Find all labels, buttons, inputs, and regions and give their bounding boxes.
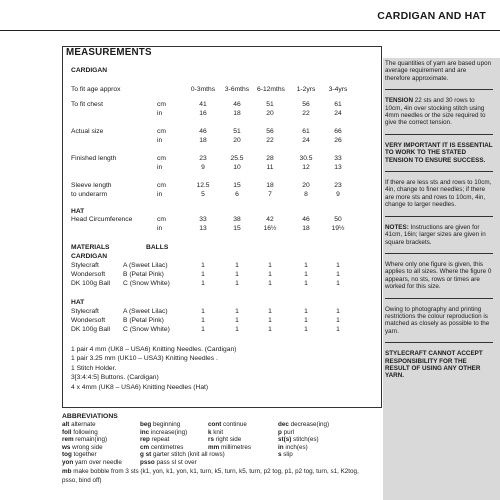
measurement-cm-value: 51: [266, 101, 274, 108]
measurement-in-value: 15: [233, 225, 241, 232]
unit-cm: cm: [157, 182, 166, 189]
ball-count: 1: [336, 271, 340, 278]
abbreviation-item: rs right side: [208, 436, 242, 443]
sidebar-divider: [385, 134, 493, 135]
materials-hat-heading: HAT: [71, 299, 85, 306]
measurement-in-value: 18: [302, 225, 310, 232]
materials-note: 1 pair 3.25 mm (UK10 – USA3) Knitting Needles .: [71, 355, 218, 363]
measurement-in-value: 19½: [331, 225, 345, 232]
yarn-brand: DK 100g Ball: [71, 280, 111, 287]
age-column-header: 3-6mths: [224, 86, 250, 93]
ball-count: 1: [201, 271, 205, 278]
abbreviation-item: inc increase(ing): [140, 428, 188, 436]
abbreviation-item: beg beginning: [140, 421, 181, 428]
sidebar-notes: [385, 60, 493, 387]
abbreviation-row: [62, 451, 380, 459]
abbreviation-item: tog together: [62, 451, 97, 458]
size-notes: NOTES: Instructions are given for 41cm, 16in; larger sizes are given in square brackets.: [385, 223, 486, 246]
measurement-cm-value: 50: [334, 216, 342, 223]
yarn-shade: A (Sweet Lilac): [123, 262, 168, 269]
materials-cardigan-heading: CARDIGAN: [71, 253, 108, 260]
yarn-shade: C (Snow White): [123, 326, 170, 333]
abbreviation-item: mm millimetres: [208, 443, 252, 451]
page-header-title: CARDIGAN AND HAT: [377, 10, 486, 22]
ball-count: 1: [304, 308, 308, 315]
unit-in: in: [157, 225, 163, 232]
measurement-cm-value: 61: [334, 101, 342, 108]
measurement-in-value: 22: [266, 137, 274, 144]
measurement-label: Actual size: [71, 128, 104, 135]
sidebar-divider: [385, 342, 493, 343]
yarn-shade: C (Snow White): [123, 280, 170, 287]
ball-count: 1: [336, 308, 340, 315]
age-column-header: 0-3mths: [190, 86, 216, 93]
measurement-in-value: 8: [304, 191, 308, 198]
abbreviation-item: ws wrong side: [62, 443, 103, 451]
measurement-in-value: 26: [334, 137, 342, 144]
yarn-brand: Stylecraft: [71, 262, 99, 269]
measurement-in-value: 12: [302, 164, 310, 171]
measurement-cm-value: 46: [233, 101, 241, 108]
ball-count: 1: [235, 326, 239, 333]
measurement-label: Finished length: [71, 155, 117, 162]
measurement-in-value: 20: [266, 110, 274, 117]
measurement-label: to underarm: [71, 191, 108, 198]
disclaimer-note: STYLECRAFT CANNOT ACCEPT RESPONSIBILITY FOR THE RESULT OF USING ANY OTHER YARN.: [385, 350, 483, 380]
measurement-cm-value: 33: [199, 216, 207, 223]
materials-note: 1 Stitch Holder.: [71, 364, 117, 372]
measurement-label: Sleeve length: [71, 182, 112, 189]
ball-count: 1: [235, 317, 239, 324]
abbreviation-item: alt alternate: [62, 421, 96, 428]
ball-count: 1: [235, 262, 239, 269]
unit-cm: cm: [157, 216, 166, 223]
measurement-cm-value: 28: [266, 155, 274, 162]
yarn-shade: B (Petal Pink): [123, 317, 164, 324]
abbreviation-item: rem remain(ing): [62, 436, 108, 443]
measurement-cm-value: 42: [266, 216, 274, 223]
abbreviations-section: [62, 413, 380, 466]
ball-count: 1: [235, 271, 239, 278]
yarn-brand: DK 100g Ball: [71, 326, 111, 333]
abbreviation-item: cont continue: [208, 421, 247, 428]
ball-count: 1: [304, 262, 308, 269]
ball-count: 1: [304, 271, 308, 278]
measurement-cm-value: 25.5: [230, 155, 244, 162]
abbreviation-item: foll following: [62, 428, 98, 436]
abbreviation-item: g st garter stitch (knit all rows): [140, 451, 225, 458]
materials-note: 4 x 4mm (UK8 – USA6) Knitting Needles (Hat): [71, 383, 209, 391]
measurement-cm-value: 12.5: [196, 182, 210, 189]
measurement-cm-value: 38: [233, 216, 241, 223]
unit-cm: cm: [157, 128, 166, 135]
measurement-in-value: 18: [233, 110, 241, 117]
abbreviation-item: k knit: [208, 428, 224, 436]
measurement-cm-value: 41: [199, 101, 207, 108]
balls-heading: BALLS: [146, 244, 169, 251]
ball-count: 1: [201, 317, 205, 324]
abbreviation-item: in inch(es): [278, 443, 308, 451]
unit-in: in: [157, 110, 163, 117]
measurement-label: Head Circumference: [71, 216, 133, 223]
abbreviation-row: [62, 421, 380, 429]
measurement-cm-value: 46: [302, 216, 310, 223]
ball-count: 1: [268, 326, 272, 333]
ball-count: 1: [268, 262, 272, 269]
cardigan-heading: CARDIGAN: [71, 67, 108, 74]
measurement-cm-value: 46: [199, 128, 207, 135]
measurement-cm-value: 18: [266, 182, 274, 189]
yarn-brand: Stylecraft: [71, 308, 99, 315]
materials-note: 3[3:4:4:5] Buttons. (Cardigan): [71, 374, 159, 382]
measurement-in-value: 16: [199, 110, 207, 117]
measurement-cm-value: 20: [302, 182, 310, 189]
abbreviation-item: p purl: [278, 428, 295, 436]
ball-count: 1: [336, 317, 340, 324]
hat-heading: HAT: [71, 208, 85, 215]
measurement-in-value: 13: [199, 225, 207, 232]
ball-count: 1: [268, 271, 272, 278]
measurement-cm-value: 30.5: [299, 155, 313, 162]
tension-note: TENSION 22 sts and 30 rows to 10cm, 4in over stocking stitch using 4mm needles or the size required to give the correct tension.: [385, 97, 486, 127]
abbreviation-row: [62, 429, 380, 437]
ball-count: 1: [336, 326, 340, 333]
measurement-cm-value: 51: [233, 128, 241, 135]
unit-cm: cm: [157, 155, 166, 162]
measurements-title: MEASUREMENTS: [66, 47, 152, 58]
abbreviations-list: [62, 421, 380, 466]
ball-count: 1: [201, 326, 205, 333]
ball-count: 1: [304, 326, 308, 333]
abbreviation-row: [62, 444, 380, 452]
sidebar-divider: [385, 298, 493, 299]
abbreviation-item: st(s) stitch(es): [278, 436, 319, 443]
ball-count: 1: [304, 317, 308, 324]
measurement-cm-value: 33: [334, 155, 342, 162]
measurement-in-value: 10: [233, 164, 241, 171]
ball-count: 1: [268, 308, 272, 315]
measurement-in-value: 13: [334, 164, 342, 171]
sidebar-divider: [385, 171, 493, 172]
materials-heading: MATERIALS: [71, 244, 110, 251]
abbreviation-item: psso pass sl st over: [140, 458, 197, 466]
unit-in: in: [157, 137, 163, 144]
ball-count: 1: [268, 280, 272, 287]
measurement-in-value: 24: [334, 110, 342, 117]
ball-count: 1: [201, 280, 205, 287]
measurement-in-value: 11: [266, 164, 274, 171]
measurement-cm-value: 61: [302, 128, 310, 135]
measurement-label: To fit chest: [71, 101, 103, 108]
abbreviation-row: [62, 459, 380, 467]
sidebar-divider: [385, 89, 493, 90]
ball-count: 1: [336, 280, 340, 287]
abbreviation-row: [62, 436, 380, 444]
abbreviation-item: yon yarn over needle: [62, 458, 122, 466]
header-divider: [0, 30, 500, 31]
measurement-in-value: 20: [233, 137, 241, 144]
sidebar-divider: [385, 253, 493, 254]
unit-cm: cm: [157, 101, 166, 108]
yarn-shade: B (Petal Pink): [123, 271, 164, 278]
abbreviation-item: dec decrease(ing): [278, 421, 330, 428]
bobble-note: mb make bobble from 3 sts (k1, yon, k1, yon, k1, turn, k5, turn, k5, turn, p2 tog, p1, p2 tog, turn, s1, K2tog, psso, bind off): [62, 468, 359, 484]
sidebar-divider: [385, 216, 493, 217]
yarn-brand: Wondersoft: [71, 271, 106, 278]
measurement-in-value: 7: [268, 191, 272, 198]
ball-count: 1: [201, 262, 205, 269]
unit-in: in: [157, 164, 163, 171]
materials-note: 1 pair 4 mm (UK8 – USA6) Knitting Needles. (Cardigan): [71, 346, 237, 353]
photo-note: Owing to photography and printing restrictions the colour reproduction is matched as closely as possible to the yarn.: [385, 305, 490, 335]
abbreviation-item: rep repeat: [140, 436, 170, 443]
ball-count: 1: [235, 308, 239, 315]
yarn-brand: Wondersoft: [71, 317, 106, 324]
measurement-in-value: 22: [302, 110, 310, 117]
measurement-in-value: 6: [235, 191, 239, 198]
measurement-cm-value: 15: [233, 182, 241, 189]
measurement-cm-value: 56: [266, 128, 274, 135]
unit-in: in: [157, 191, 163, 198]
age-column-header: 1-2yrs: [296, 86, 316, 93]
abbreviation-item: cm centimetres: [140, 443, 184, 451]
yarn-shade: A (Sweet Lilac): [123, 308, 168, 315]
ball-count: 1: [336, 262, 340, 269]
ball-count: 1: [304, 280, 308, 287]
ball-count: 1: [235, 280, 239, 287]
age-label: To fit age approx: [71, 86, 121, 93]
important-note: VERY IMPORTANT IT IS ESSENTIAL TO WORK TO THE STATED TENSION TO ENSURE SUCCESS.: [385, 141, 493, 164]
abbreviation-item: s slip: [278, 451, 293, 458]
measurement-in-value: 9: [201, 164, 205, 171]
one-figure-note: Where only one figure is given, this applies to all sizes. Where the figure 0 appears, no sts, rows or times are worked for this size.: [385, 260, 492, 291]
ball-count: 1: [268, 317, 272, 324]
measurement-in-value: 5: [201, 191, 205, 198]
yarn-quantity-note: The quantities of yarn are based upon average requirement and are therefore approximate.: [385, 60, 492, 82]
age-column-header: 6-12mths: [257, 86, 285, 93]
measurement-in-value: 9: [336, 191, 340, 198]
ball-count: 1: [201, 308, 205, 315]
measurement-in-value: 24: [302, 137, 310, 144]
measurement-in-value: 16½: [263, 225, 277, 232]
measurement-cm-value: 23: [199, 155, 207, 162]
needle-change-note: If there are less sts and rows to 10cm, 4in, change to finer needles; if there are more sts and rows to 10cm, 4in, change to larger needles.: [385, 179, 492, 209]
age-column-header: 3-4yrs: [328, 86, 348, 93]
measurement-in-value: 18: [199, 137, 207, 144]
abbreviations-title: ABBREVIATIONS: [62, 413, 118, 420]
measurement-cm-value: 56: [302, 101, 310, 108]
measurement-cm-value: 23: [334, 182, 342, 189]
measurement-cm-value: 66: [334, 128, 342, 135]
